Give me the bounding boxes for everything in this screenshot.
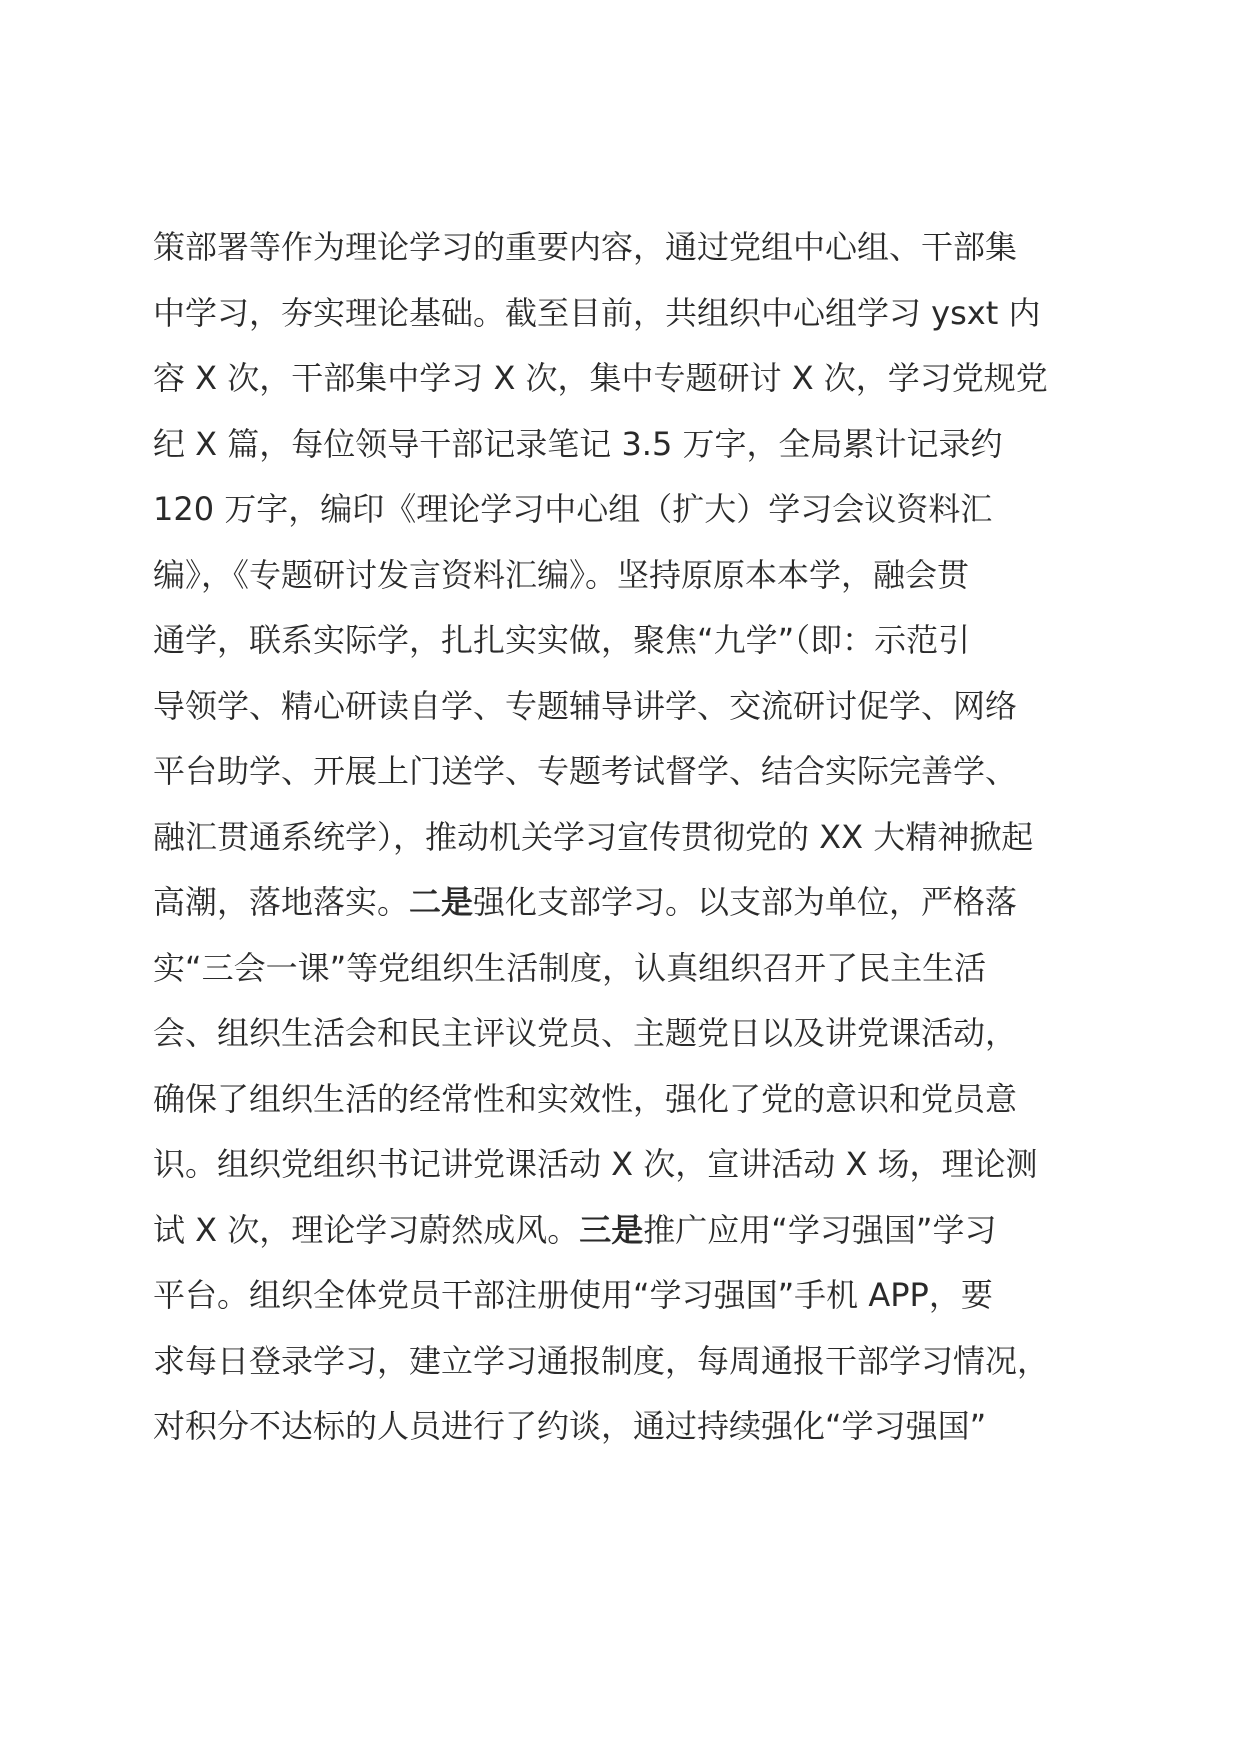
text-line: 中学习，夯实理论基础。截至目前，共组织中心组学习 ysxt 内 [153,293,1041,332]
text-line: 对积分不达标的人员进行了约谈，通过持续强化“学习强国” [153,1407,987,1445]
text-line: 会、组织生活会和民主评议党员、主题党日以及讲党课活动， [153,1014,1018,1052]
text-line [153,870,1093,936]
text-line: 求每日登录学习，建立学习通报制度，每周通报干部学习情况， [153,1341,1050,1380]
emphasis-label: 三是 [579,1210,644,1249]
text-line [153,1198,1093,1264]
emphasis-label: 二是 [409,883,474,921]
text-line: 确保了组织生活的经常性和实效性，强化了党的意识和党员意 [153,1079,1018,1118]
text-run: 高潮，落地落实。 [153,883,410,921]
text-run: 推广应用“学习强国”学习 [643,1210,997,1249]
text-line: 平台助学、开展上门送学、专题考试督学、结合实际完善学、 [153,752,1018,790]
text-line: 纪 X 篇，每位领导干部记录笔记 3.5 万字，全局累计记录约 [153,424,1003,463]
text-line: 实“三会一课”等党组织生活制度，认真组织召开了民主生活 [153,948,987,987]
body-paragraph [153,215,1093,1460]
text-line: 120 万字，编印《理论学习中心组（扩大）学习会议资料汇 [153,490,993,528]
text-line: 平台。组织全体党员干部注册使用“学习强国”手机 APP，要 [153,1276,993,1314]
text-line: 容 X 次，干部集中学习 X 次，集中专题研讨 X 次，学习党规党 [153,359,1048,397]
text-line: 通学，联系实际学，扎扎实实做，聚焦“九学”（即：示范引 [153,621,971,659]
text-run: 试 X 次，理论学习蔚然成风。 [153,1210,580,1249]
text-line: 识。组织党组织书记讲党课活动 X 次，宣讲活动 X 场，理论测 [153,1145,1038,1183]
text-line: 导领学、精心研读自学、专题辅导讲学、交流研讨促学、网络 [153,686,1018,725]
text-line: 策部署等作为理论学习的重要内容，通过党组中心组、干部集 [153,228,1018,266]
text-run: 强化支部学习。以支部为单位，严格落 [473,883,1018,921]
text-line: 融汇贯通系统学），推动机关学习宣传贯彻党的 XX 大精神掀起 [153,817,1034,856]
text-line: 编》，《专题研讨发言资料汇编》。坚持原原本本学，融会贯 [153,555,970,594]
